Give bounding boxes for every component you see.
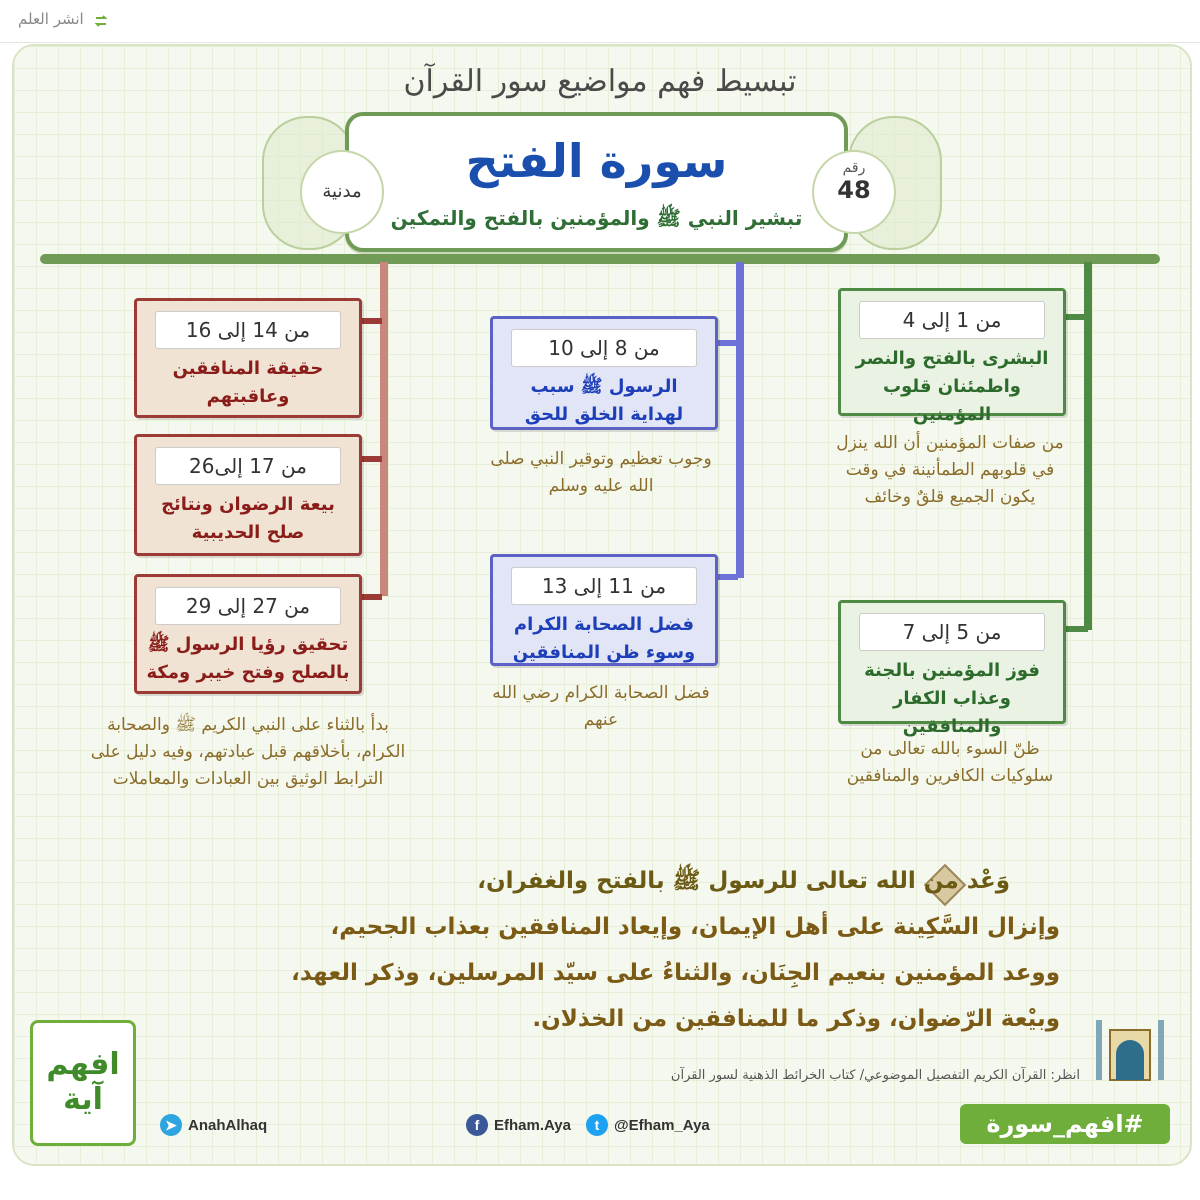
note-green-2: ظنّ السوء بالله تعالى من سلوكيات الكافرين والمنافقين bbox=[846, 739, 1054, 786]
main-branch-bar bbox=[40, 254, 1160, 264]
section-box-green-2 bbox=[838, 600, 1066, 737]
blue-branch-line bbox=[736, 262, 744, 578]
section-title: حقيقة المنافقين وعاقبتهم bbox=[172, 358, 324, 407]
note-red-1: بدأ بالثناء على النبي الكريم ﷺ والصحابة الكرام، بأخلاقهم قبل عبادتهم، وفيه دليل على الترابط الوثيق بين العبادات والمعاملات bbox=[90, 715, 406, 789]
twitter-handle[interactable] bbox=[586, 1112, 710, 1138]
facebook-icon: f bbox=[466, 1114, 488, 1136]
summary-line-4: وبيْعة الرّضوان، وذكر ما للمنافقين من الخذلان. bbox=[532, 1006, 1060, 1032]
surah-number-label: رقم bbox=[842, 160, 866, 176]
reference-note: انظر: القرآن الكريم التفصيل الموضوعي/ كتاب الخرائط الذهنية لسور القرآن bbox=[670, 1068, 1080, 1083]
section-range: من 11 إلى 13 bbox=[511, 567, 697, 605]
share-label[interactable]: انشر العلم bbox=[18, 10, 84, 28]
section-box-green-1 bbox=[838, 288, 1066, 425]
summary-text bbox=[180, 858, 1060, 1042]
logo-line-1: افهم bbox=[46, 1047, 120, 1082]
section-title: البشرى بالفتح والنصر واطمئنان قلوب المؤمنين bbox=[855, 348, 1049, 425]
series-title: تبسيط فهم مواضيع سور القرآن bbox=[403, 64, 797, 99]
summary-line-2: وإنزال السَّكِينة على أهل الإيمان، وإيعاد المنافقين بعذاب الجحيم، bbox=[330, 914, 1060, 940]
section-title: الرسول ﷺ سبب لهداية الخلق للحق bbox=[524, 376, 684, 425]
note-blue-2: فضل الصحابة الكرام رضي الله عنهم bbox=[492, 683, 710, 730]
section-range: من 27 إلى 29 bbox=[155, 587, 341, 625]
top-bar bbox=[0, 0, 1200, 43]
telegram-handle-text: AnahAlhaq bbox=[188, 1116, 268, 1134]
summary-line-1: وَعْد من الله تعالى للرسول ﷺ بالفتح والغفران، bbox=[477, 868, 1010, 894]
surah-type-label: مدنية bbox=[322, 181, 362, 202]
twitter-icon: t bbox=[586, 1114, 608, 1136]
efham-aya-logo bbox=[30, 1020, 136, 1146]
summary-line-3: ووعد المؤمنين بنعيم الجِنَان، والثناءُ على سيّد المرسلين، وذكر العهد، bbox=[291, 960, 1060, 986]
section-range: من 1 إلى 4 bbox=[859, 301, 1045, 339]
surah-type-badge bbox=[300, 150, 384, 234]
section-range: من 8 إلى 10 bbox=[511, 329, 697, 367]
share-icon[interactable] bbox=[92, 12, 110, 30]
section-box-blue-1 bbox=[490, 316, 718, 430]
logo-line-2: آية bbox=[63, 1082, 103, 1117]
red-branch-line bbox=[380, 262, 388, 596]
section-range: من 5 إلى 7 bbox=[859, 613, 1045, 651]
section-box-blue-2 bbox=[490, 554, 718, 666]
section-title: فوز المؤمنين بالجنة وعذاب الكفار والمنافقين bbox=[864, 660, 1040, 737]
blue-connector-1 bbox=[716, 340, 738, 346]
telegram-icon: ➤ bbox=[160, 1114, 182, 1136]
section-title: بيعة الرضوان ونتائج صلح الحديبية bbox=[161, 494, 335, 543]
surah-number: 48 bbox=[837, 176, 871, 204]
section-box-red-1 bbox=[134, 298, 362, 418]
surah-theme: تبشير النبي ﷺ والمؤمنين بالفتح والتمكين bbox=[390, 206, 803, 230]
surah-number-badge bbox=[812, 150, 896, 234]
hashtag-pill[interactable]: #افهم_سورة bbox=[960, 1104, 1170, 1144]
surah-name: سورة الفتح bbox=[465, 134, 728, 188]
section-box-red-2 bbox=[134, 434, 362, 556]
telegram-handle[interactable] bbox=[160, 1112, 267, 1138]
facebook-handle-text: Efham.Aya bbox=[494, 1116, 571, 1134]
note-blue-1: وجوب تعظيم وتوقير النبي صلى الله عليه وسلم bbox=[490, 449, 712, 496]
mosque-logo-icon bbox=[1090, 1010, 1170, 1090]
note-green-1: من صفات المؤمنين أن الله ينزل في قلوبهم الطمأنينة في وقت يكون الجميع قلقٌ وخائف bbox=[836, 433, 1064, 507]
blue-connector-2 bbox=[716, 574, 738, 580]
section-title: تحقيق رؤيا الرسول ﷺ بالصلح وفتح خيبر ومكة bbox=[146, 634, 350, 683]
facebook-handle[interactable] bbox=[466, 1112, 571, 1138]
section-box-red-3 bbox=[134, 574, 362, 694]
twitter-handle-text: @Efham_Aya bbox=[614, 1116, 710, 1134]
section-range: من 14 إلى 16 bbox=[155, 311, 341, 349]
section-range: من 17 إلى26 bbox=[155, 447, 341, 485]
section-title: فضل الصحابة الكرام وسوء ظن المنافقين bbox=[512, 614, 696, 663]
surah-header-card bbox=[345, 112, 848, 252]
